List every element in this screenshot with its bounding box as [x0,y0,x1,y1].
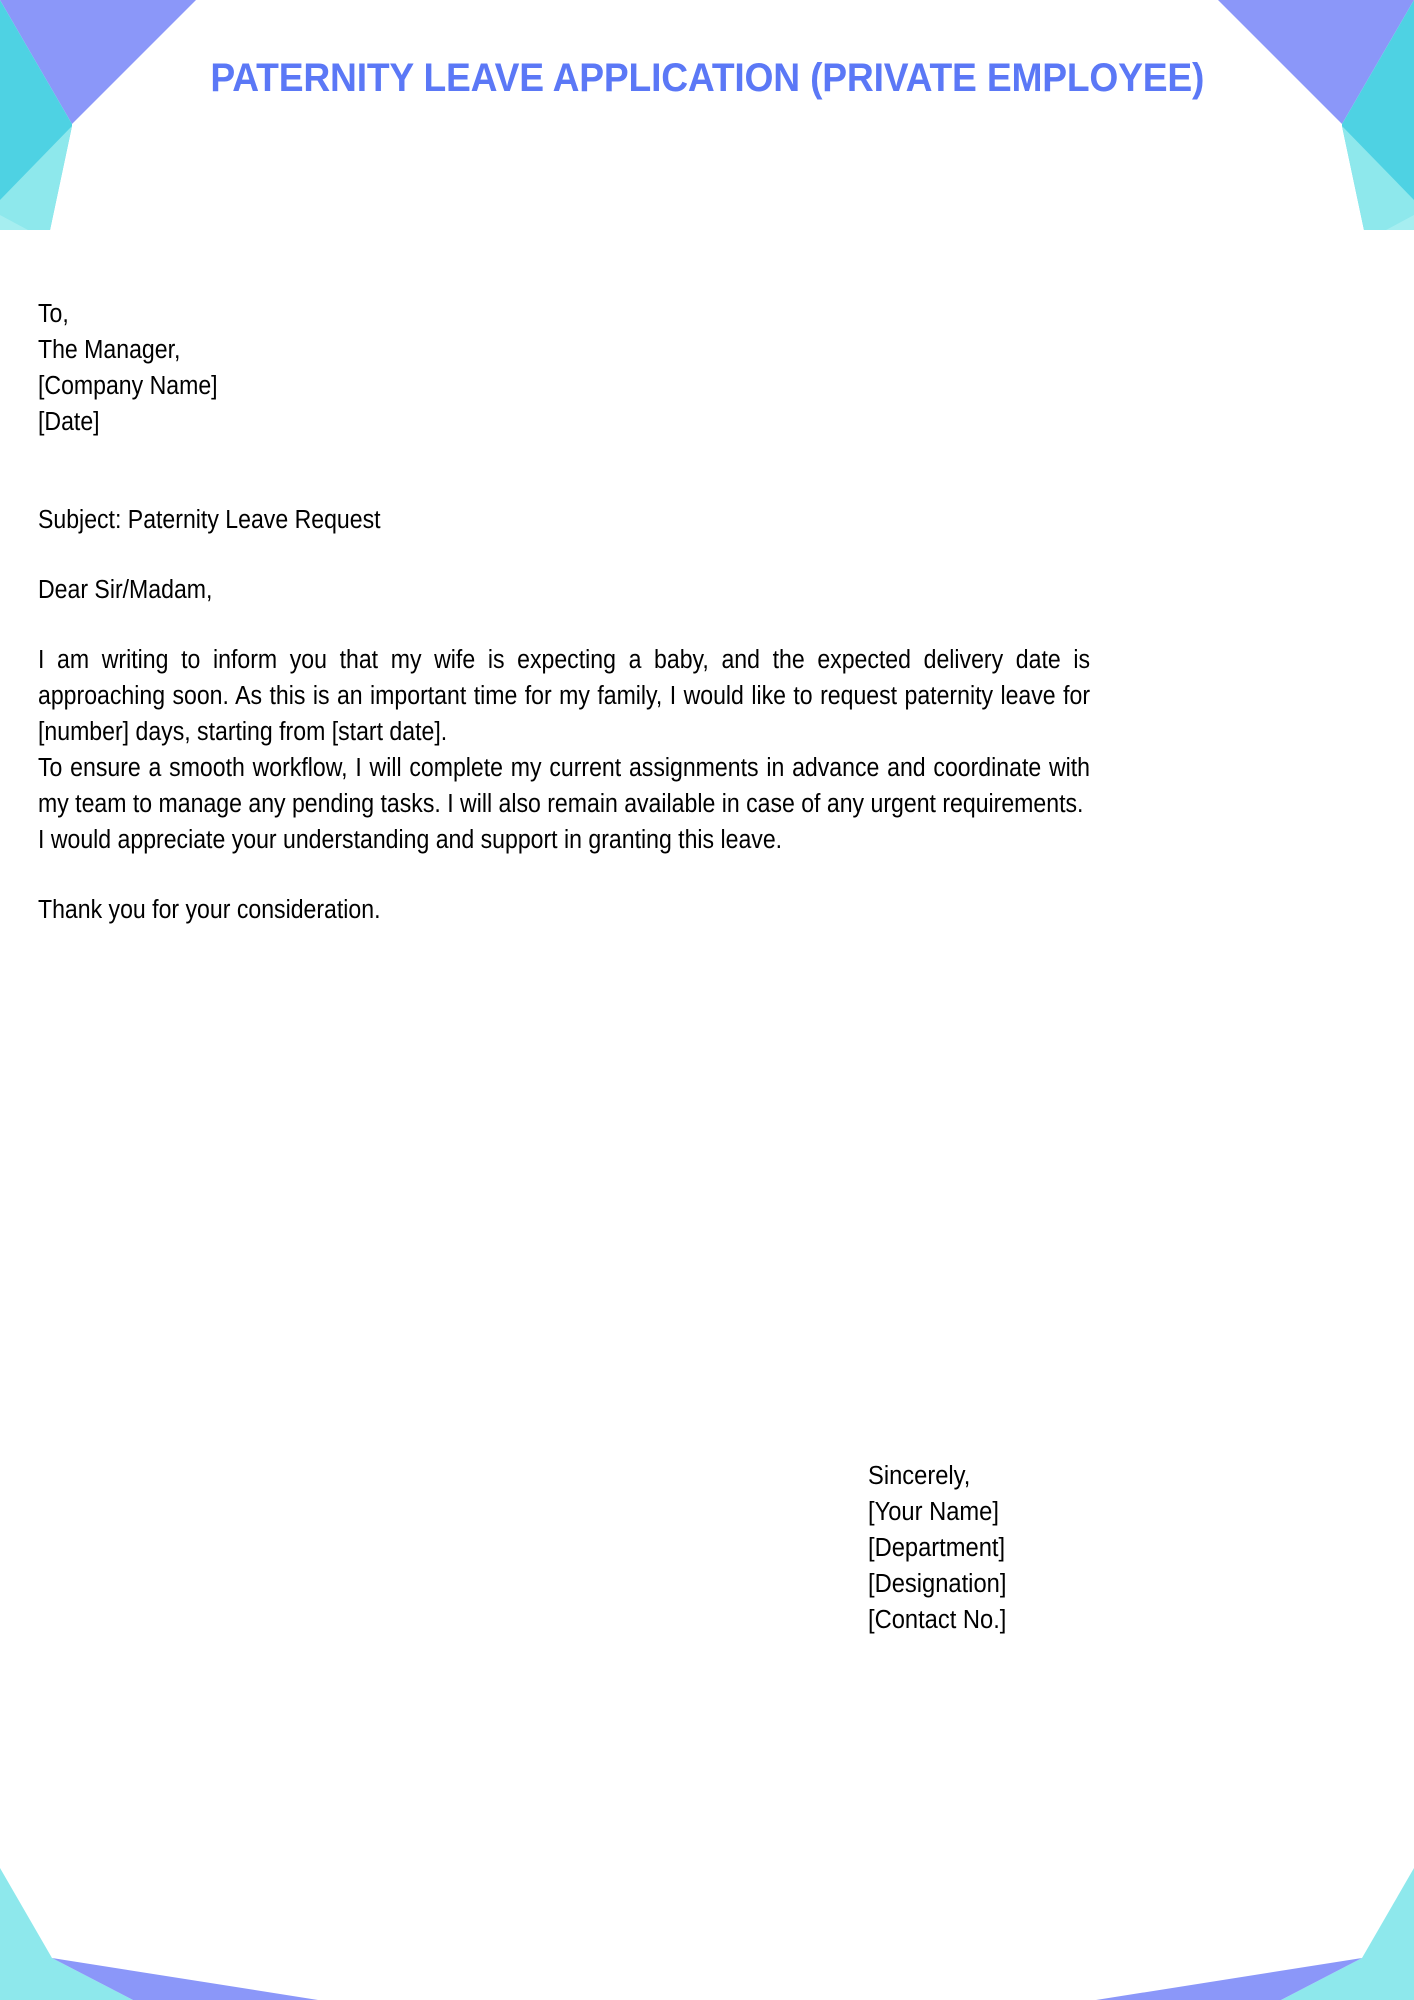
corner-decoration-top-left [0,0,230,230]
letter-body [38,296,1090,928]
corner-decoration-bottom-right [1014,1840,1414,2000]
corner-decoration-bottom-left [0,1840,400,2000]
recipient-line-company: [Company Name] [38,372,218,400]
signature-department: [Department] [868,1534,1006,1562]
spacer-after-recipient [38,440,1090,502]
page-title: PATERNITY LEAVE APPLICATION (PRIVATE EMPLOYEE) [210,56,1204,100]
body-paragraph-2: To ensure a smooth workflow, I will complete my current assignments in advance and coordinate with my team to manage any pending tasks. I will also remain available in case of any urgent requirements. [38,754,1091,818]
signature-contact-no: [Contact No.] [868,1606,1007,1634]
recipient-line-date: [Date] [38,408,100,436]
signature-block [868,1458,1017,1638]
spacer-before-closing [38,858,1090,892]
recipient-line-to: To, [38,300,69,328]
body-paragraph-1: I am writing to inform you that my wife is expecting a baby, and the expected delivery date is approaching soon. As this is an important time for my family, I would like to request paternity leave for [number] days, starting from [start date]. [38,646,1091,746]
salutation-line: Dear Sir/Madam, [38,576,213,604]
subject-line: Subject: Paternity Leave Request [38,506,381,534]
signature-sincerely: Sincerely, [868,1462,971,1490]
body-paragraph-3: I would appreciate your understanding and support in granting this leave. [38,826,783,854]
spacer-after-salutation [38,608,1090,642]
spacer-after-subject [38,538,1090,572]
closing-thanks-line: Thank you for your consideration. [38,896,381,924]
corner-decoration-top-right [1184,0,1414,230]
signature-designation: [Designation] [868,1570,1007,1598]
page-title-container [0,56,1414,101]
signature-your-name: [Your Name] [868,1498,999,1526]
recipient-block [38,296,1090,440]
recipient-line-manager: The Manager, [38,336,181,364]
